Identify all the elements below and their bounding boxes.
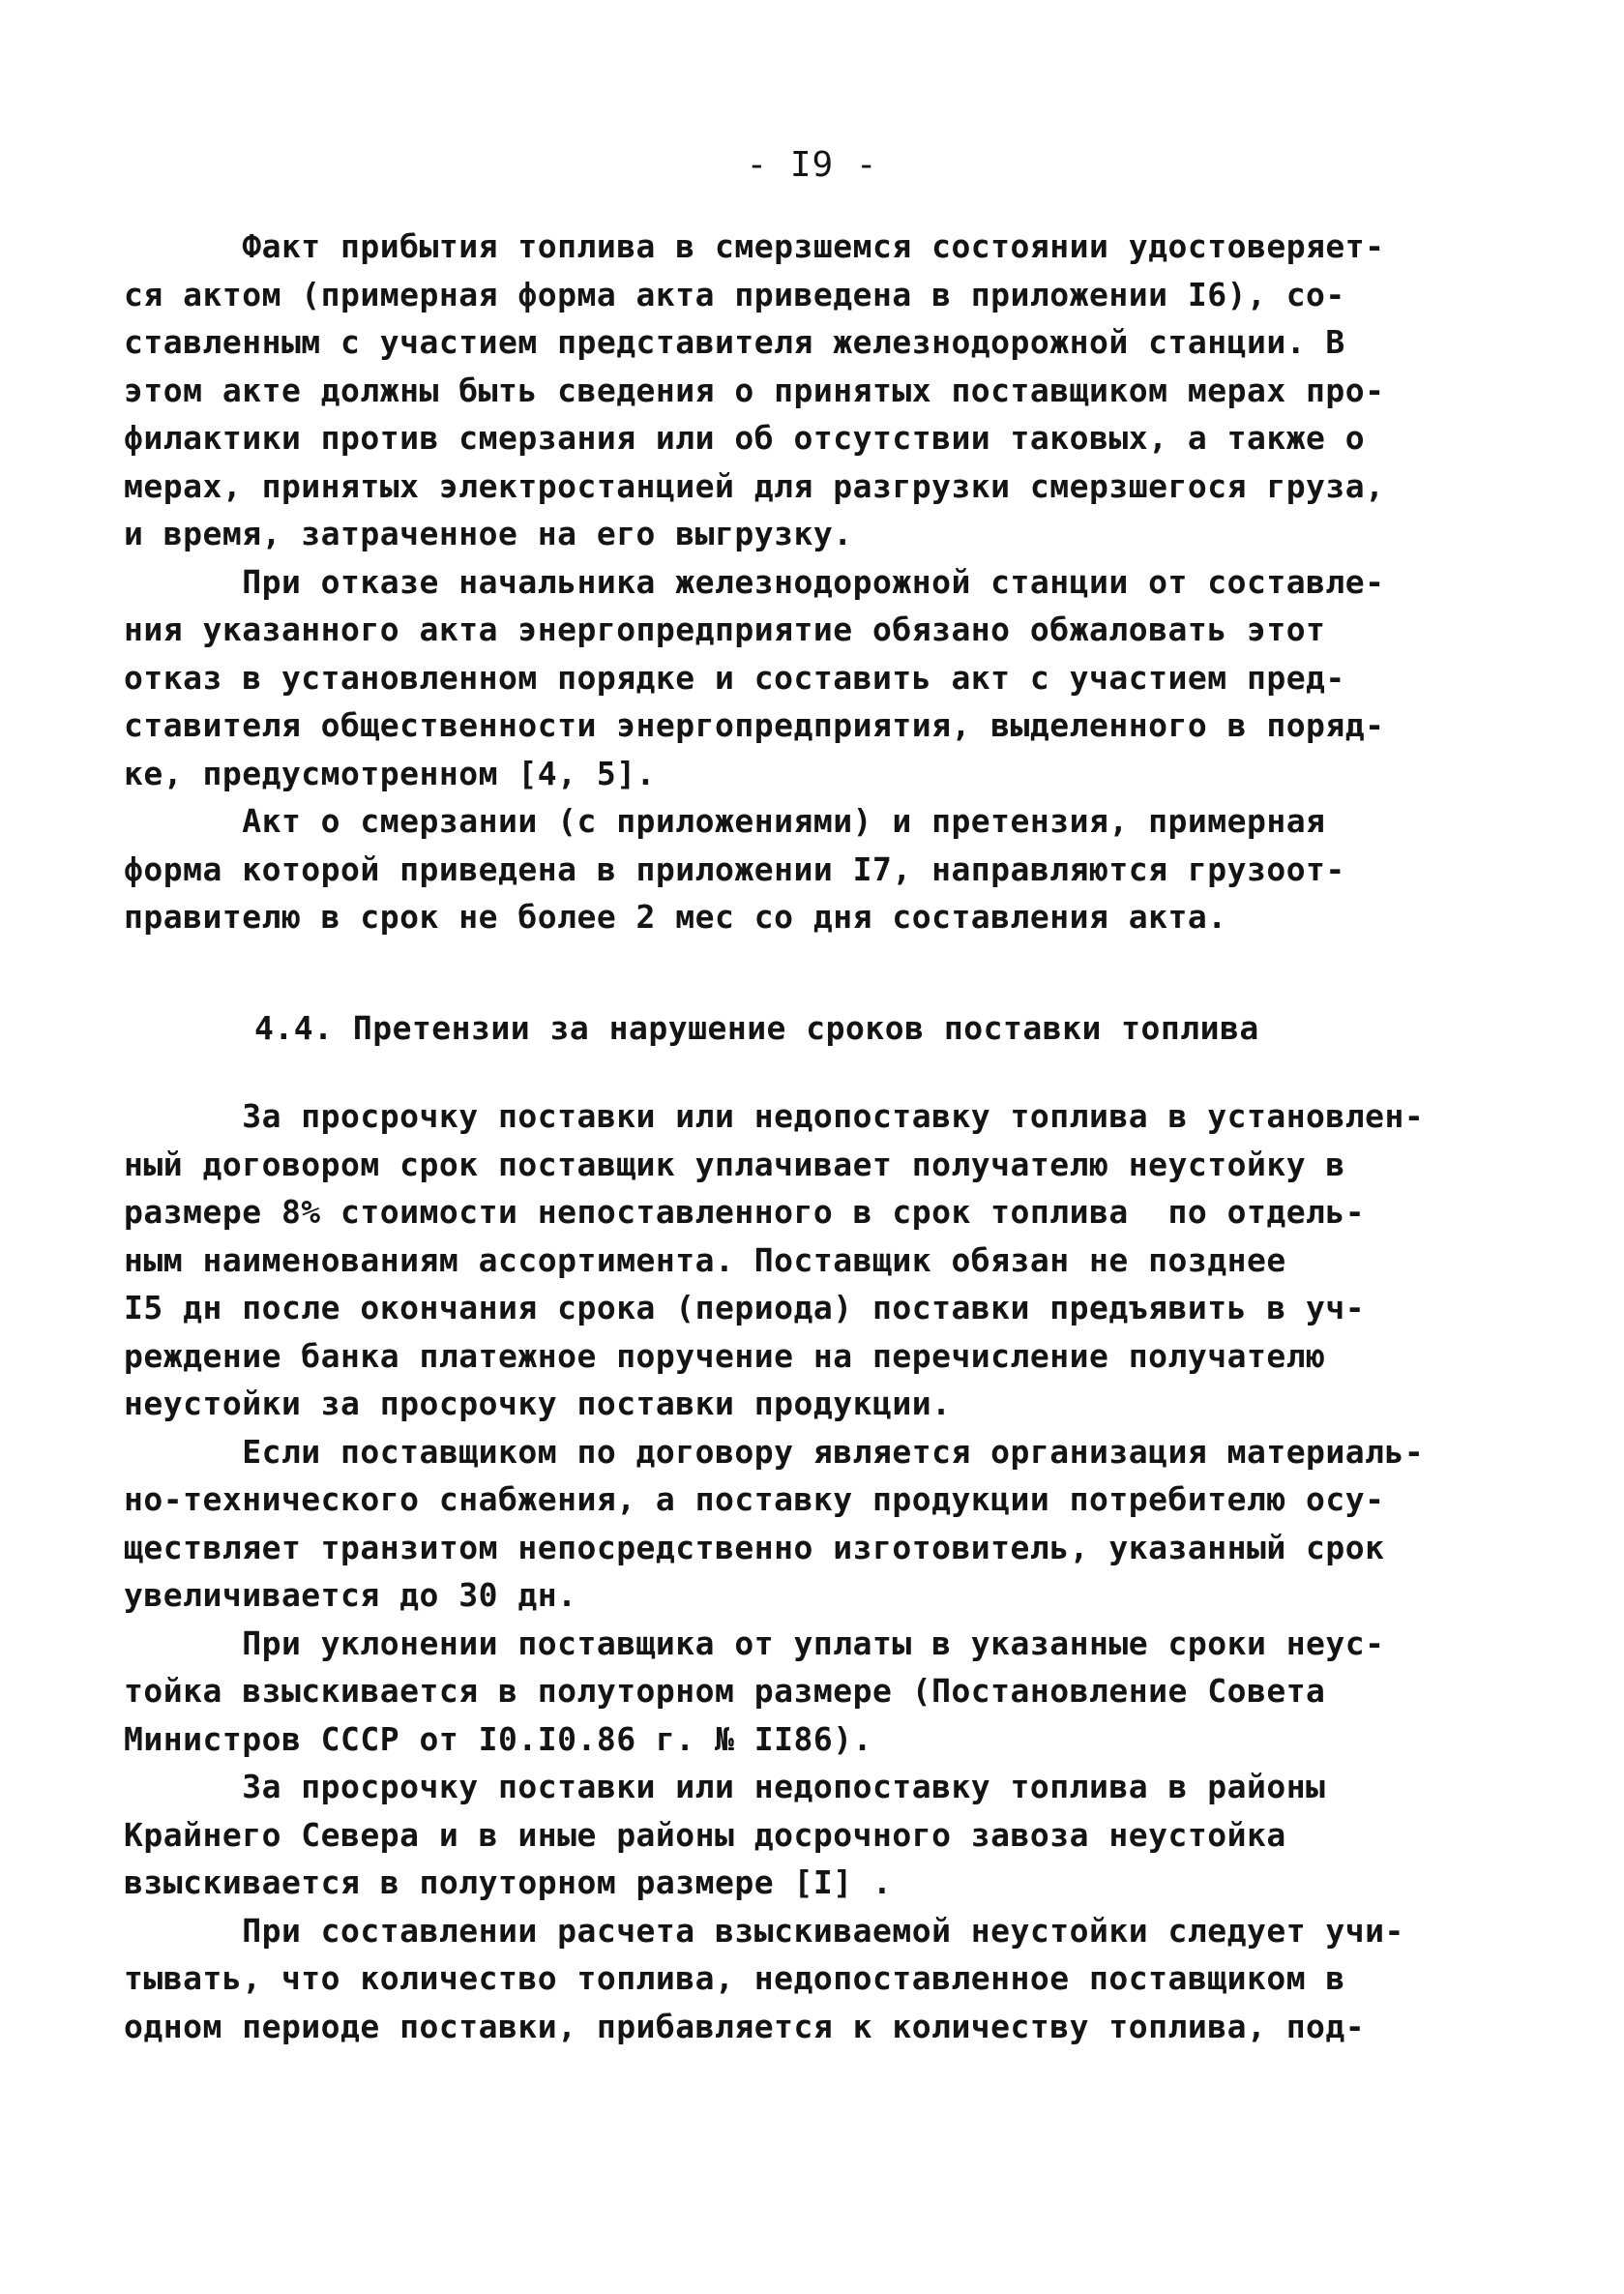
text-line: При уклонении поставщика от уплаты в указанные сроки неус-	[124, 1624, 1385, 1662]
text-line: неустойки за просрочку поставки продукции.	[124, 1385, 952, 1422]
text-line: отказ в установленном порядке и составить акт с участием пред-	[124, 658, 1345, 697]
text-line: одном периоде поставки, прибавляется к количеству топлива, под-	[124, 2007, 1366, 2045]
text-line: I5 дн после окончания срока (периода) поставки предъявить в уч-	[124, 1289, 1366, 1326]
text-line: Крайнего Севера и в иные районы досрочного завоза неустойка	[124, 1815, 1286, 1854]
text-line: ставителя общественности энергопредприятия, выделенного в поряд-	[124, 706, 1385, 744]
text-line: мерах, принятых электростанцией для разгрузки смерзшегося груза,	[124, 466, 1385, 505]
text-line: Если поставщиком по договору является организация материаль-	[124, 1432, 1425, 1471]
text-line: ным наименованиям ассортимента. Поставщик обязан не позднее	[124, 1240, 1286, 1279]
text-line: форма которой приведена в приложении I7, направляются грузоот-	[124, 849, 1345, 888]
text-line: правителю в срок не более 2 мес со дня составления акта.	[124, 898, 1227, 936]
text-line: ществляет транзитом непосредственно изготовитель, указанный срок	[124, 1528, 1385, 1566]
text-line: ся актом (примерная форма акта приведена в приложении I6), со-	[124, 275, 1345, 313]
text-line: взыскивается в полуторном размере [I] .	[124, 1863, 893, 1901]
text-line: За просрочку поставки или недопоставку топлива в районы	[124, 1768, 1326, 1805]
text-line: реждение банка платежное поручение на перечисление получателю	[124, 1336, 1326, 1375]
text-line: размере 8% стоимости непоставленного в срок топлива по отдель-	[124, 1193, 1366, 1231]
text-line: ставленным с участием представителя железнодорожной станции. В	[124, 323, 1345, 361]
text-line: филактики против смерзания или об отсутствии таковых, а также о	[124, 419, 1366, 457]
text-line: Акт о смерзании (с приложениями) и претензия, примерная	[124, 802, 1326, 840]
text-line: Министров СССР от I0.I0.86 г. № II86).	[124, 1719, 872, 1758]
text-line: тывать, что количество топлива, недопоставленное поставщиком в	[124, 1959, 1345, 1997]
text-line: При составлении расчета взыскиваемой неустойки следует учи-	[124, 1911, 1404, 1950]
text-line: При отказе начальника железнодорожной станции от составле-	[124, 562, 1385, 601]
text-line: но-технического снабжения, а поставку продукции потребителю осу-	[124, 1480, 1385, 1518]
page-number: - I9 -	[746, 145, 878, 185]
text-line: ный договором срок поставщик уплачивает получателю неустойку в	[124, 1145, 1345, 1183]
paragraphs-acts	[124, 223, 1459, 941]
text-line: ния указанного акта энергопредприятие обязано обжаловать этот	[124, 611, 1326, 648]
section-heading: 4.4. Претензии за нарушение сроков поставки топлива	[254, 1009, 1259, 1047]
text-line: тойка взыскивается в полуторном размере (Постановление Совета	[124, 1672, 1326, 1710]
text-line: этом акте должны быть сведения о принятых поставщиком мерах про-	[124, 371, 1385, 409]
text-line: За просрочку поставки или недопоставку топлива в установлен-	[124, 1097, 1425, 1135]
text-line: и время, затраченное на его выгрузку.	[124, 515, 853, 552]
text-line: ке, предусмотренном [4, 5].	[124, 754, 656, 792]
paragraphs-penalties	[124, 1092, 1459, 2050]
text-line: увеличивается до 30 дн.	[124, 1576, 577, 1614]
text-line: Факт прибытия топлива в смерзшемся состоянии удостоверяет-	[124, 227, 1385, 265]
